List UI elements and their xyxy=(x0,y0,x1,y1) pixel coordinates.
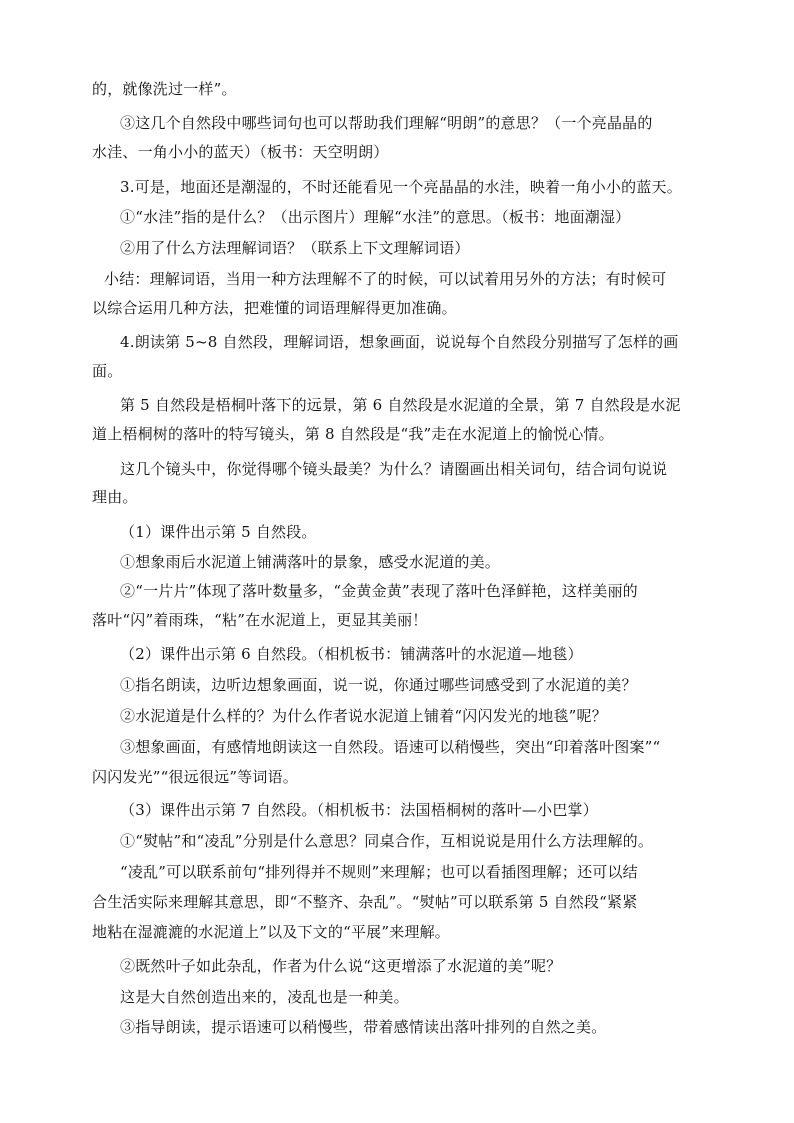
text-line: 4.朗读第 5~8 自然段，理解词语，想象画面，说说每个自然段分别描写了怎样的画 xyxy=(120,333,679,351)
text-line: 地粘在湿漉漉的水泥道上”以及下文的“平展”来理解。 xyxy=(92,923,451,941)
text-line: 以综合运用几种方法，把难懂的词语理解得更加准确。 xyxy=(92,299,457,317)
text-line: （3）课件出示第 7 自然段。（相机板书：法国梧桐树的落叶—小巴掌） xyxy=(120,801,598,819)
text-line: 合生活实际来理解其意思，即“不整齐、杂乱”。“熨帖”可以联系第 5 自然段“紧紧 xyxy=(92,893,638,911)
text-line: ③这几个自然段中哪些词句也可以帮助我们理解“明朗”的意思？（一个亮晶晶的 xyxy=(120,114,653,132)
text-line: （1）课件出示第 5 自然段。 xyxy=(120,523,317,541)
text-line: ①指名朗读，边听边想象画面，说一说，你通过哪些词感受到了水泥道的美？ xyxy=(120,676,637,694)
text-line: 的，就像洗过一样”。 xyxy=(92,80,237,98)
text-line: 落叶“闪”着雨珠，“粘”在水泥道上，更显其美丽！ xyxy=(92,611,428,629)
text-line: ②水泥道是什么样的？为什么作者说水泥道上铺着“闪闪发光的地毯”呢？ xyxy=(120,707,607,725)
text-line: 闪闪发光”“很远很远”等词语。 xyxy=(92,768,299,786)
text-line: ②“一片片”体现了落叶数量多，“金黄金黄”表现了落叶色泽鲜艳，这样美丽的 xyxy=(120,582,638,600)
text-line: ①“熨帖”和“凌乱”分别是什么意思？同桌合作，互相说说是用什么方法理解的。 xyxy=(120,832,654,850)
text-line: 面。 xyxy=(92,362,123,380)
text-line: 这几个镜头中，你觉得哪个镜头最美？为什么？请圈画出相关词句，结合词句说说 xyxy=(120,460,668,478)
text-line: ②既然叶子如此杂乱，作者为什么说“这更增添了水泥道的美”呢？ xyxy=(120,957,562,975)
text-line: ①“水洼”指的是什么？（出示图片）理解“水洼”的意思。（板书：地面潮湿） xyxy=(120,208,631,226)
text-line: 小结：理解词语，当用一种方法理解不了的时候，可以试着用另外的方法；有时候可 xyxy=(104,270,667,288)
text-line: 第 5 自然段是梧桐叶落下的远景，第 6 自然段是水泥道的全景，第 7 自然段是水泥 xyxy=(120,396,681,414)
text-line: ①想象雨后水泥道上铺满落叶的景象，感受水泥道的美。 xyxy=(120,553,501,571)
text-line: 这是大自然创造出来的，凌乱也是一种美。 xyxy=(120,988,409,1006)
text-line: （2）课件出示第 6 自然段。（相机板书：铺满落叶的水泥道—地毯） xyxy=(120,645,583,663)
text-line: 水洼、一角小小的蓝天）（板书：天空明朗） xyxy=(92,143,389,161)
text-line: ②用了什么方法理解词语？（联系上下文理解词语） xyxy=(120,239,470,257)
text-line: 理由。 xyxy=(92,488,138,506)
text-line: “凌乱”可以联系前句“排列得并不规则”来理解；也可以看插图理解；还可以结 xyxy=(120,863,638,881)
text-line: 3.可是，地面还是潮湿的，不时还能看见一个亮晶晶的水洼，映着一角小小的蓝天。 xyxy=(120,178,682,196)
text-line: ③指导朗读，提示语速可以稍慢些，带着感情读出落叶排列的自然之美。 xyxy=(120,1018,607,1036)
text-line: ③想象画面，有感情地朗读这一自然段。语速可以稍慢些，突出“印着落叶图案”“ xyxy=(120,738,661,756)
text-line: 道上梧桐树的落叶的特写镜头，第 8 自然段是“我”走在水泥道上的愉悦心情。 xyxy=(92,425,614,443)
